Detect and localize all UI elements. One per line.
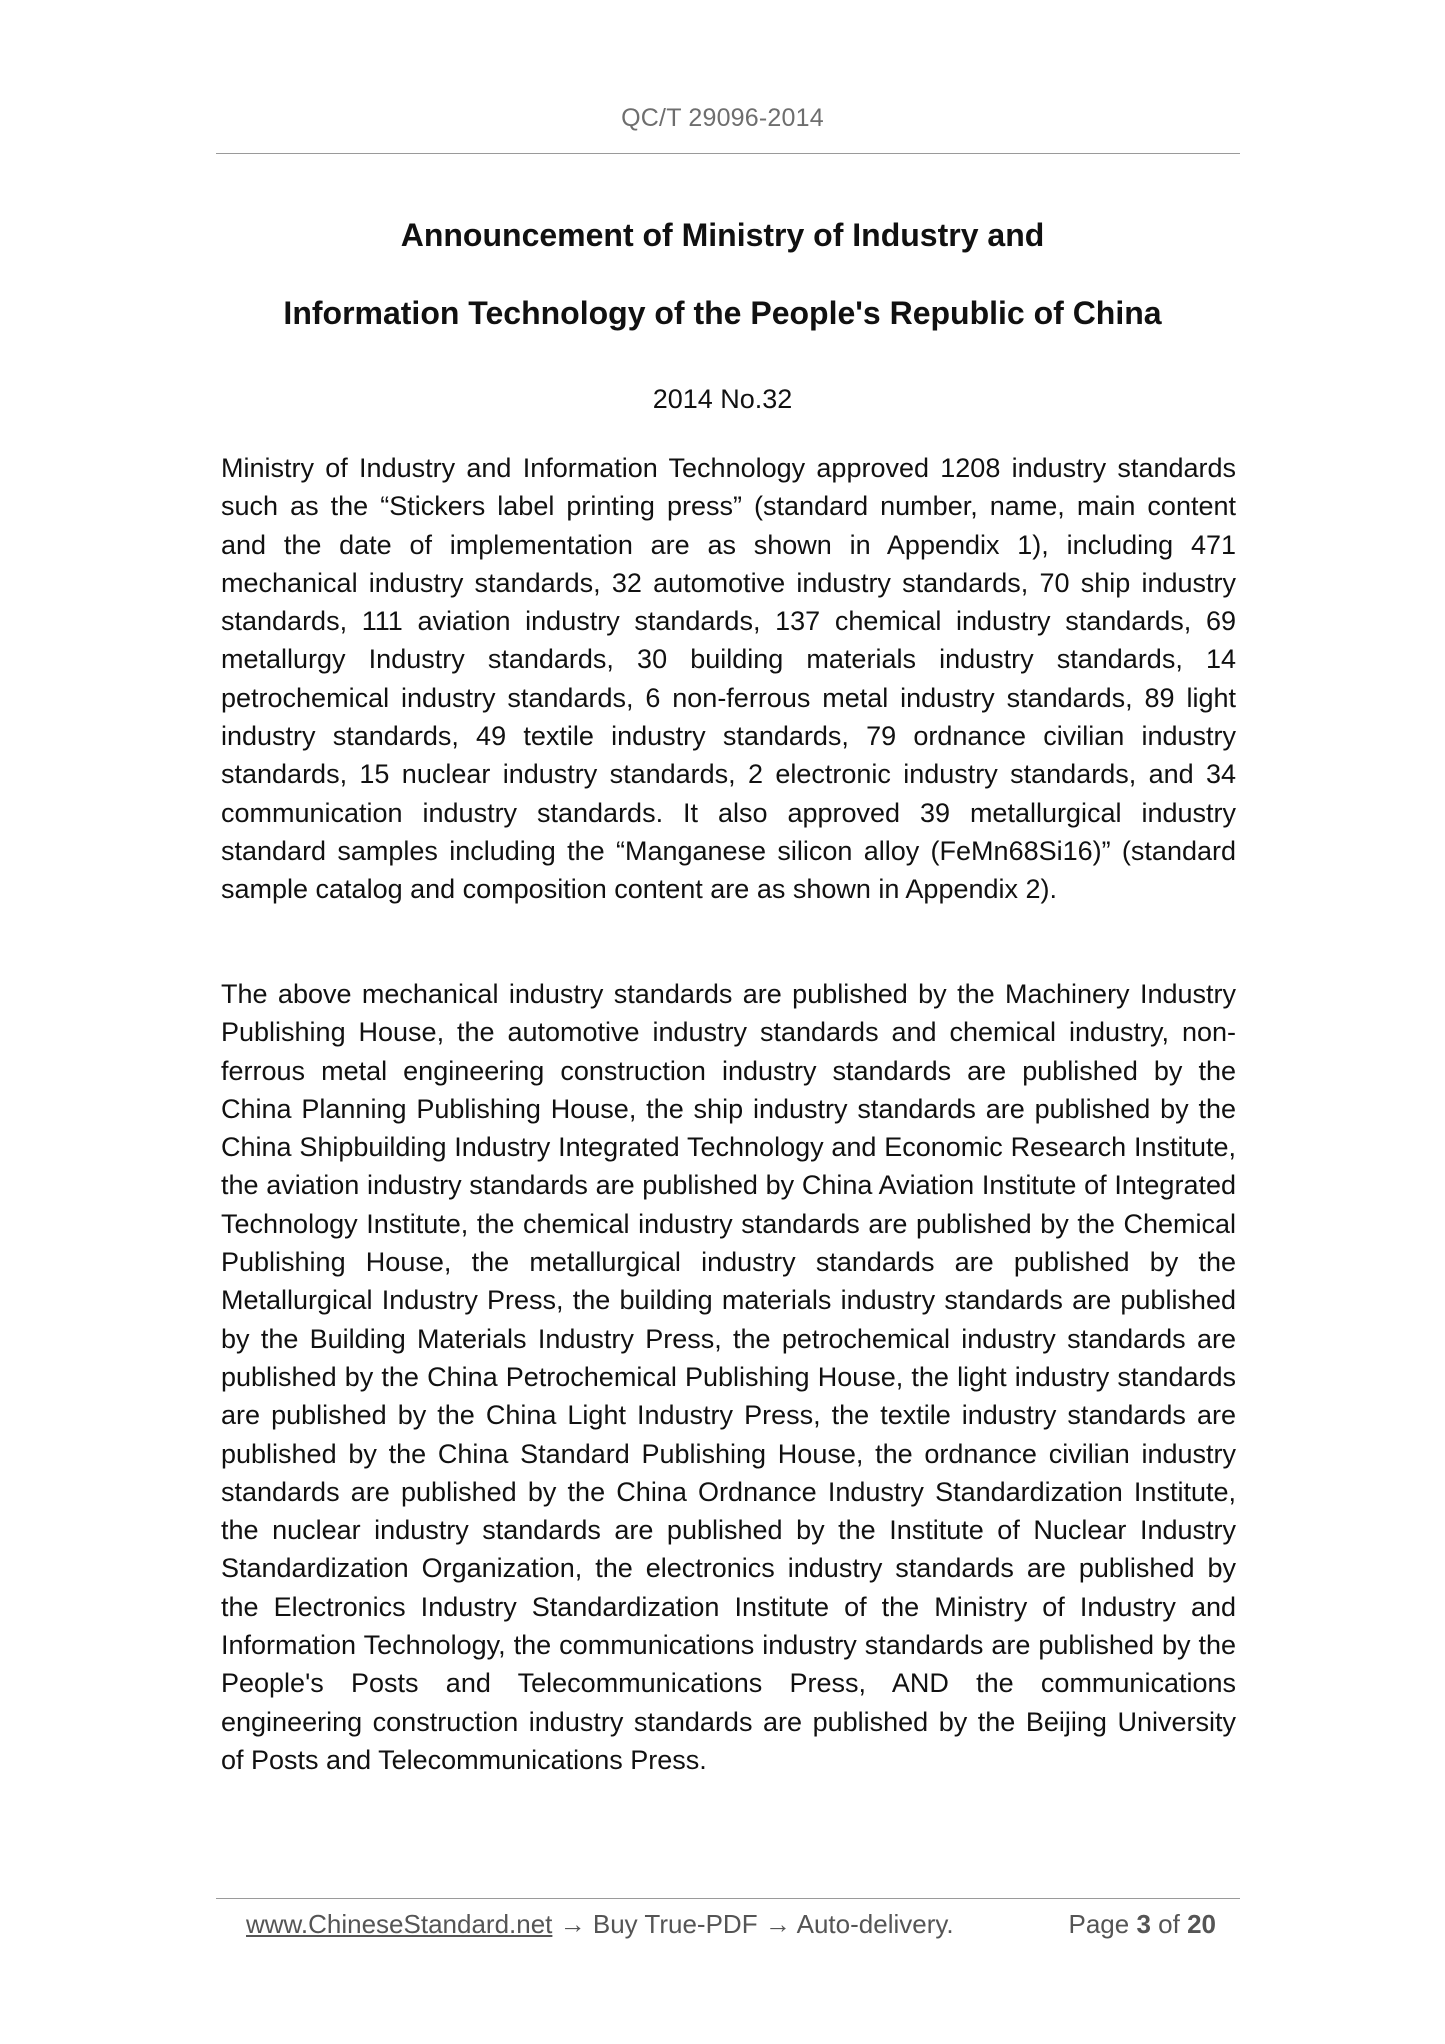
page-of-label: of [1158,1909,1180,1939]
announcement-number: 2014 No.32 [652,384,793,414]
arrow-right-icon: → [764,1909,791,1939]
website-link[interactable]: www.ChineseStandard.net [246,1909,553,1939]
page-footer [246,1904,1216,1944]
total-pages-number: 20 [1187,1909,1216,1939]
arrow-right-icon: → [559,1909,586,1939]
footer-divider [216,1898,1240,1899]
announcement-title-line-2: Information Technology of the People's Republic of China [283,295,1162,331]
buy-pdf-text: Buy True-PDF [592,1909,758,1939]
announcement-title-line-1: Announcement of Ministry of Industry and [400,217,1045,253]
body-paragraph-publishers: The above mechanical industry standards are published by the Machinery Industry Publishing House, the automotive industry standards and chemical industry, non-ferrous metal engineering construction industry standards are published by the China Planning Publishing House, the ship industry standards are published by the China Shipbuilding Industry Integrated Technology and Economic Research Institute, the aviation industry standards are published by China Aviation Institute of Integrated Technology Institute, the chemical industry standards are published by the Chemical Publishing House, the metallurgical industry standards are published by the Metallurgical Industry Press, the building materials industry standards are published by the Building Materials Industry Press, the petrochemical industry standards are published by the China Petrochemical Publishing House, the light industry standards are published by the China Light Industry Press, the textile industry standards are published by the China Standard Publishing House, the ordnance civilian industry standards are published by the China Ordnance Industry Standardization Institute, the nuclear industry standards are published by the Institute of Nuclear Industry Standardization Organization, the electronics industry standards are published by the Electronics Industry Standardization Institute of the Ministry of Industry and Information Technology, the communications industry standards are published by the People's Posts and Telecommunications Press, AND the communications engineering construction industry standards are published by the Beijing University of Posts and Telecommunications Press. [221,979,1236,1775]
page-label: Page [1068,1909,1130,1939]
document-code-header: QC/T 29096-2014 [621,104,824,132]
header-divider [216,153,1240,154]
page-indicator [1068,1904,1216,1944]
body-paragraph-approval: Ministry of Industry and Information Technology approved 1208 industry standards such as the “Stickers label printing press” (standard number, name, main content and the date of implementation are as shown in Appendix 1), including 471 mechanical industry standards, 32 automotive industry standards, 70 ship industry standards, 111 aviation industry standards, 137 chemical industry standards, 69 metallurgy Industry standards, 30 building materials industry standards, 14 petrochemical industry standards, 6 non-ferrous metal industry standards, 89 light industry standards, 49 textile industry standards, 79 ordnance civilian industry standards, 15 nuclear industry standards, 2 electronic industry standards, and 34 communication industry standards. It also approved 39 metallurgical industry standard samples including the “Manganese silicon alloy (FeMn68Si16)” (standard sample catalog and composition content are as shown in Appendix 2). [221,453,1236,905]
current-page-number: 3 [1136,1909,1151,1939]
auto-delivery-text: Auto-delivery. [796,1909,954,1939]
